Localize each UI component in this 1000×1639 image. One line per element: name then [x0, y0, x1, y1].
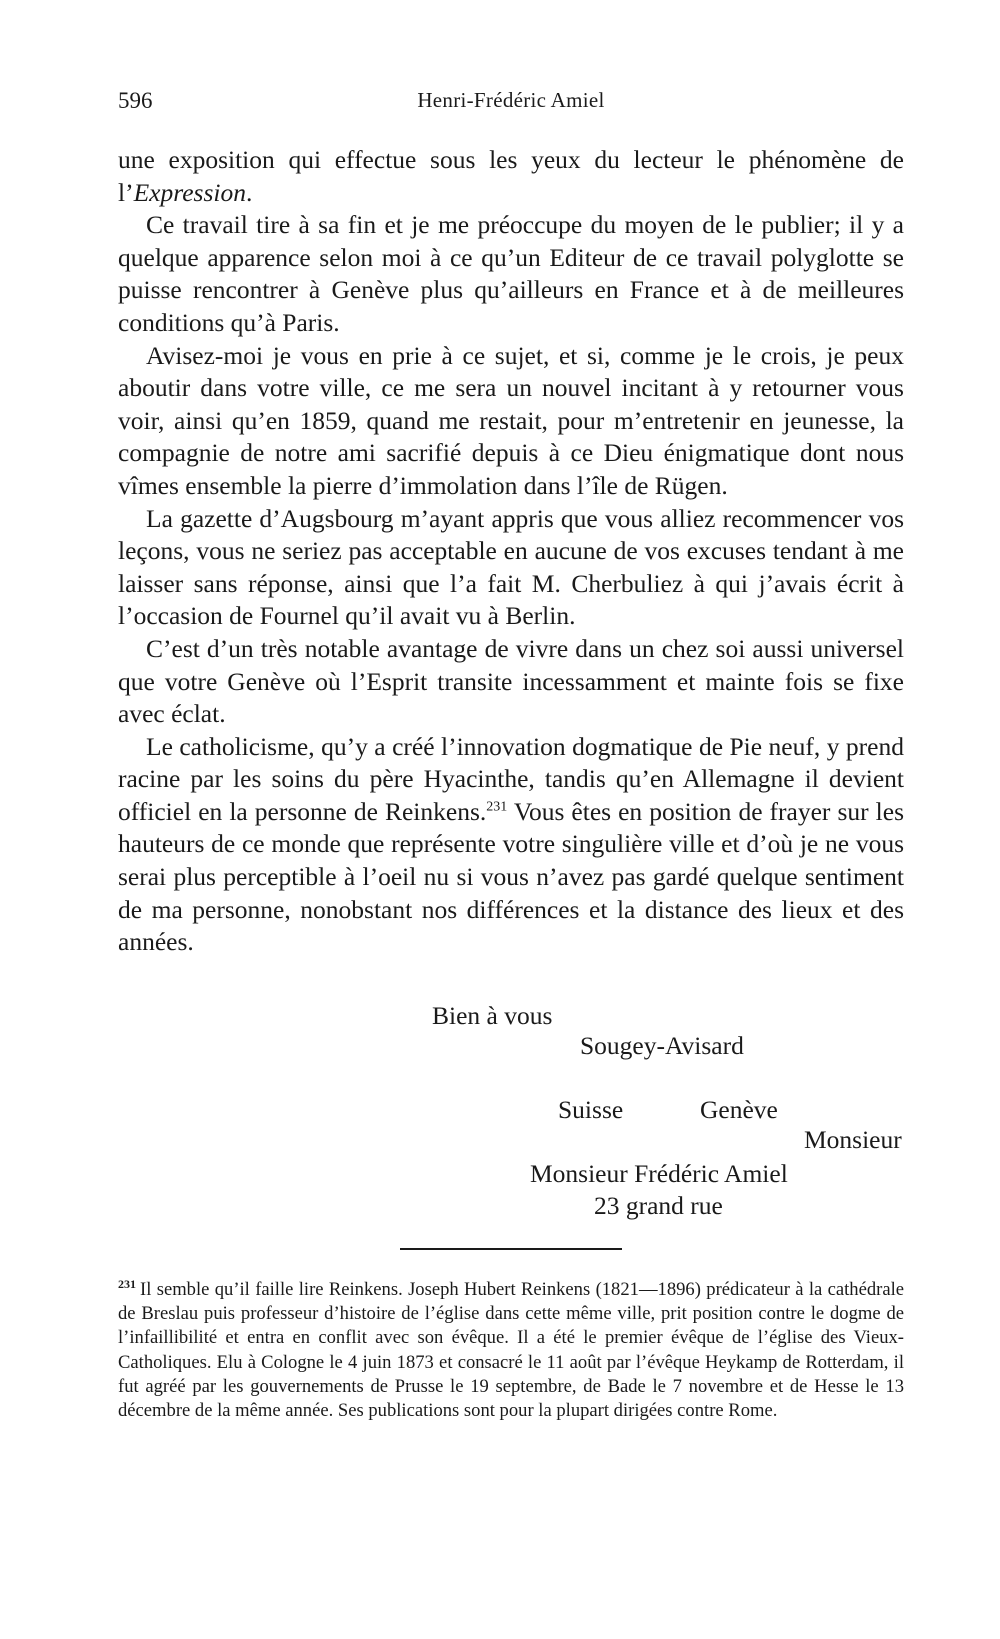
paragraph: Ce travail tire à sa fin et je me préoccupe du moyen de le publier; il y a quelque apparence selon moi à ce qu’un Editeur de ce travail polyglotte se puisse rencontrer à Genève plus qu’ailleurs en France et à de meilleures conditions qu’à Paris.	[118, 210, 904, 337]
paragraph	[118, 731, 904, 959]
paragraph-text: une exposition qui effectue sous les yeux du lecteur le phénomène de l’	[118, 145, 904, 207]
paragraph: Avisez-moi je vous en prie à ce sujet, et si, comme je le crois, je peux aboutir dans votre ville, ce me sera un nouvel incitant à y retourner vous voir, ainsi qu’en 1859, quand me restait, pour m’entretenir en jeunesse, la compagnie de notre ami sacrifié depuis à ce Dieu énigmatique dont nous vîmes ensemble la pierre d’immolation dans l’île de Rügen.	[118, 340, 904, 500]
address-street: 23 grand rue	[594, 1191, 723, 1220]
paragraph-text: Le catholicisme, qu’y a créé l’innovation dogmatique de Pie neuf, y prend racine par les soins du père Hyacinthe, tandis qu’en Allemagne il devient officiel en la personne de Reinkens.	[118, 731, 904, 826]
letter-body	[118, 144, 904, 959]
address-name: Monsieur Frédéric Amiel	[530, 1159, 788, 1188]
address-country: Suisse	[558, 1095, 624, 1124]
paragraph: La gazette d’Augsbourg m’ayant appris que vous alliez recommencer vos leçons, vous ne seriez pas acceptable en aucune de vos excuses tendant à me laisser sans réponse, ainsi que l’a fait M. Cherbuliez à qui j’avais écrit à l’occasion de Fournel qu’il avait vu à Berlin.	[118, 503, 904, 631]
paragraph-text: .	[245, 177, 253, 207]
italic-term: Expression	[133, 177, 246, 207]
footnote-number: 231	[118, 1276, 136, 1291]
footnote-reference[interactable]: 231	[486, 799, 508, 815]
salutation: Bien à vous	[432, 1001, 553, 1030]
footnote-divider	[400, 1248, 622, 1250]
paragraph-text: Vous êtes en position de frayer sur les hauteurs de ce monde que représente votre singulière ville et d’où je ne vous serai plus perceptible à l’oeil nu si vous n’avez pas gardé quelque sentiment de ma personne, nonobstant nos différences et la distance des lieux et des années.	[118, 796, 904, 957]
address-city: Genève	[700, 1095, 778, 1124]
paragraph	[118, 144, 904, 209]
page-number: 596	[118, 88, 153, 113]
signature: Sougey-Avisard	[580, 1031, 744, 1060]
running-head	[118, 84, 904, 118]
address-title: Monsieur	[804, 1125, 902, 1154]
running-title: Henri-Frédéric Amiel	[417, 88, 605, 112]
footnote	[118, 1278, 904, 1423]
footnote-text: Il semble qu’il faille lire Reinkens. Joseph Hubert Reinkens (1821—1896) prédicateur à la cathédrale de Breslau puis professeur d’histoire de l’église dans cette même ville, prit position contre le dogme de l’infaillibilité et entra en conflit avec son évêque. Il a été le premier évêque de l’église des Vieux-Catholiques. Elu à Cologne le 4 juin 1873 et consacré le 11 août par l’évêque Heykamp de Rotterdam, il fut agréé par les gouvernements de Prusse le 19 septembre, de Bade le 7 novembre et de Hesse le 13 décembre de la même année. Ses publications sont pour la plupart dirigées contre Rome.	[118, 1279, 904, 1422]
paragraph: C’est d’un très notable avantage de vivre dans un chez soi aussi universel que votre Genève où l’Esprit transite incessamment et mainte fois se fixe avec éclat.	[118, 633, 904, 729]
